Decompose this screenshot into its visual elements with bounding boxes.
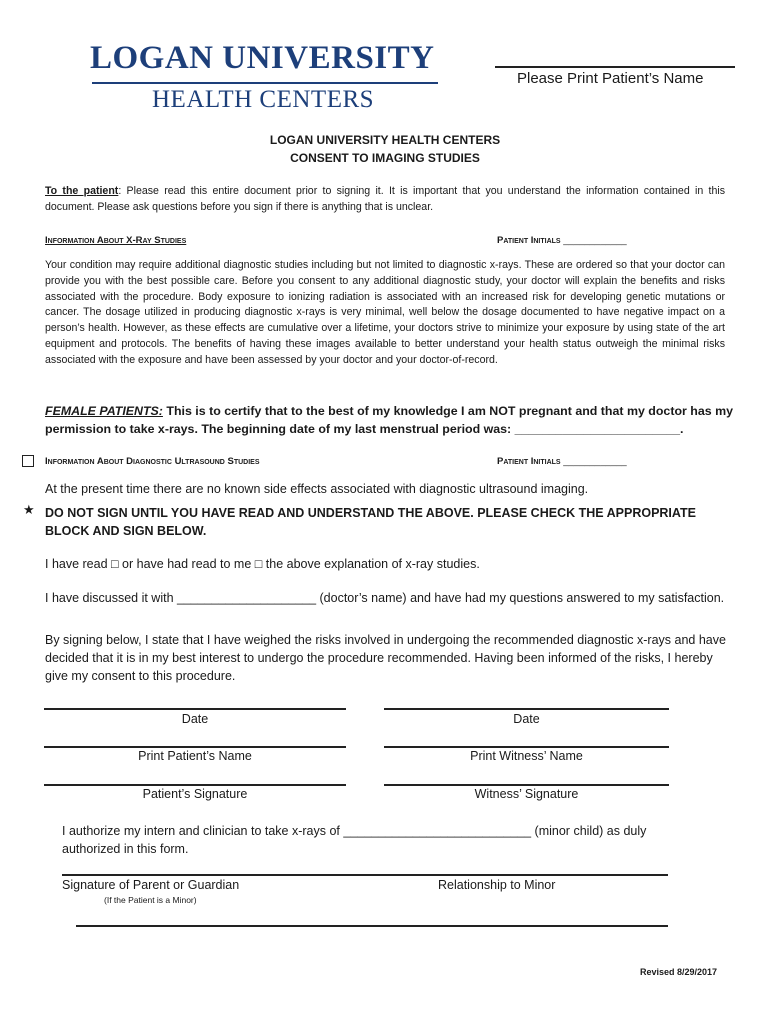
star-icon: ★ — [23, 502, 35, 517]
ultrasound-initials-blank: ____________ — [563, 456, 627, 467]
ultrasound-initials[interactable] — [497, 456, 627, 467]
bottom-signature-line[interactable] — [76, 925, 668, 927]
print-witness-label: Print Witness’ Name — [470, 749, 583, 763]
witness-signature-label: Witness’ Signature — [474, 787, 579, 801]
xray-initials[interactable] — [497, 235, 627, 246]
ultrasound-checkbox[interactable] — [22, 455, 34, 467]
xray-body: Your condition may require additional diagnostic studies including but not limited to diagnostic x-rays. These are ordered so that your doctor can provide you with the best possible care. Before you consent to any additional diagnostic study, your doctor will explain the benefits and risks associated with the procedure. Body exposure to ionizing radiation is associated with an increased risk for developing genetic mutations or cancer. The dosage utilized in producing diagnostic x-rays is very minimal, well below the dosage documented to have negative impact on a person’s health. However, as these effects are cumulative over a lifetime, your doctors strive to minimize your exposure by using state of the art equipment and protocols. The benefits of having these images available to better understand your health status outweigh the minimal risks associated with the exposure and have been assessed by your doctor and your doctor-of-record. — [45, 259, 725, 366]
xray-initials-blank: ____________ — [563, 235, 627, 246]
consent-statement: By signing below, I state that I have weighed the risks involved in undergoing the recommended diagnostic x-rays and have decided that it is in my best interest to undergo the procedure recommended. Having been informed of the risks, I hereby give my consent to this procedure. — [45, 633, 726, 683]
ultrasound-initials-label: Patient Initials — [497, 456, 561, 467]
logo-divider — [92, 82, 438, 84]
xray-heading: Information About X-Ray Studies — [45, 235, 187, 246]
date-label-right: Date — [513, 712, 540, 726]
revised-date: Revised 8/29/2017 — [640, 967, 718, 977]
minor-note: (If the Patient is a Minor) — [104, 895, 197, 905]
female-patients-paragraph — [45, 402, 735, 438]
xray-initials-label: Patient Initials — [497, 235, 561, 246]
discussed-statement: I have discussed it with ____________________ (doctor’s name) and have had my questions answered to my satisfaction. — [45, 591, 725, 605]
date-line-right[interactable] — [384, 708, 669, 710]
patient-signature-line[interactable] — [44, 784, 346, 786]
ultrasound-body: At the present time there are no known side effects associated with diagnostic ultrasound imaging. — [45, 482, 589, 496]
print-patient-line[interactable] — [44, 746, 346, 748]
document-title-line1: LOGAN UNIVERSITY HEALTH CENTERS — [269, 133, 501, 147]
witness-signature-line[interactable] — [384, 784, 669, 786]
read-statement: I have read □ or have had read to me □ the above explanation of x-ray studies. — [45, 557, 480, 571]
logo-subtitle: HEALTH CENTERS — [152, 86, 375, 113]
sign-warning: DO NOT SIGN UNTIL YOU HAVE READ AND UNDERSTAND THE ABOVE. PLEASE CHECK THE APPROPRIATE BLOCK AND SIGN BELOW. — [45, 506, 696, 538]
document-title-line2: CONSENT TO IMAGING STUDIES — [290, 151, 480, 165]
patient-signature-label: Patient’s Signature — [142, 787, 248, 801]
intro-text: : Please read this entire document prior to signing it. It is important that you understand the information contained in this document. Please ask questions before you sign if there is anything that is unclear. — [45, 185, 725, 213]
ultrasound-heading: Information About Diagnostic Ultrasound Studies — [45, 456, 260, 467]
female-lead: FEMALE PATIENTS: — [45, 404, 163, 418]
patient-name-field[interactable] — [495, 66, 735, 68]
print-patient-label: Print Patient’s Name — [138, 749, 252, 763]
print-witness-line[interactable] — [384, 746, 669, 748]
logo-title: LOGAN UNIVERSITY — [90, 40, 435, 76]
date-line-left[interactable] — [44, 708, 346, 710]
relationship-label: Relationship to Minor — [438, 878, 556, 892]
parent-signature-line[interactable] — [62, 874, 668, 876]
intro-paragraph — [45, 184, 725, 216]
date-label-left: Date — [181, 712, 209, 726]
intro-lead: To the patient — [45, 185, 119, 197]
minor-authorization: I authorize my intern and clinician to take x-rays of ___________________________ (minor child) as duly authorized in this form. — [62, 824, 647, 856]
patient-name-label: Please Print Patient’s Name — [517, 70, 704, 87]
parent-signature-label: Signature of Parent or Guardian — [62, 878, 240, 892]
female-text: This is to certify that to the best of my knowledge I am NOT pregnant and that my doctor has my permission to take x-rays. The beginning date of my last menstrual period was: ________________________. — [45, 404, 733, 436]
